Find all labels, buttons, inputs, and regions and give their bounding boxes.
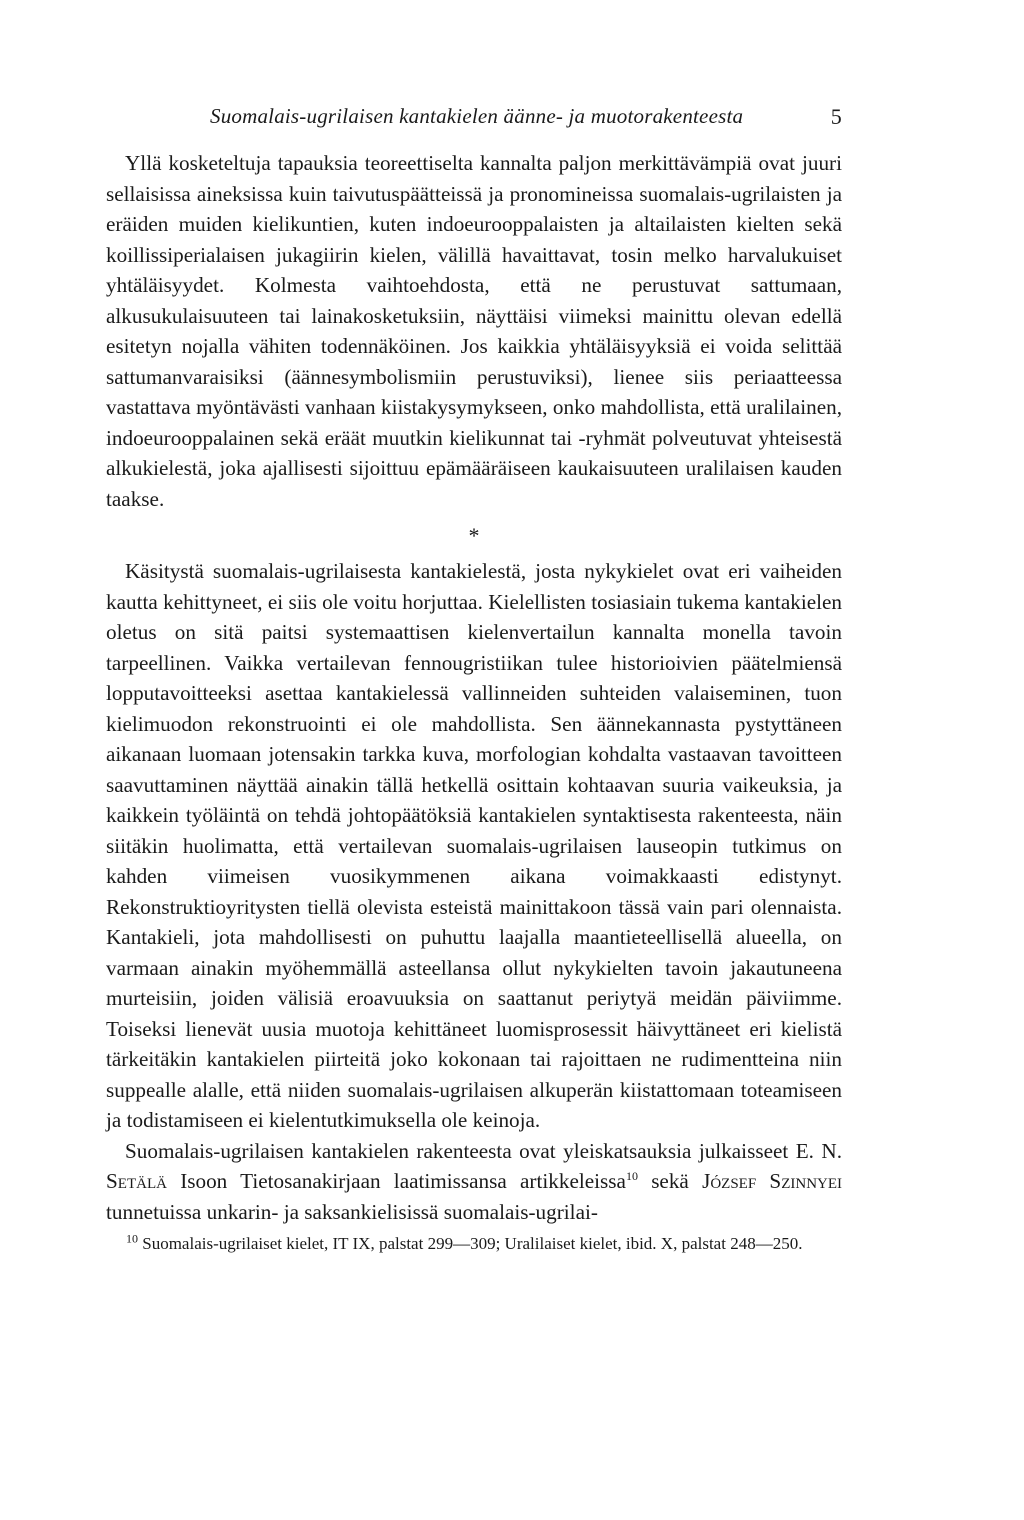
body-paragraph-2: Käsitystä suomalais-ugrilaisesta kantakielestä, josta nykykielet ovat eri vaiheiden kautta kehittyneet, ei siis ole voitu horjuttaa. Kielellisten tosiasiain tukema kantakielen oletus on sitä paitsi systemaattisen kielenvertailun kannalta monella tavoin tarpeellinen. Vaikka vertailevan fennougristiikan tulee historioivien päätelmiensä lopputavoitteeksi asettaa kantakielessä vallinneiden suhteiden valaiseminen, tuon kielimuodon rekonstruointi ei ole mahdollista. Sen äännekannasta pystyttäneen aikanaan luomaan jotensakin tarkka kuva, morfologian kohdalta vastaavan tavoitteen saavuttaminen näyttää ainakin tällä hetkellä osittain kohtaavan suuria vaikeuksia, ja kaikkein työläintä on tehdä johtopäätöksiä kantakielen syntaktisesta rakenteesta, näin siitäkin huolimatta, että vertailevan suomalais-ugrilaisen lauseopin tutkimus on kahden viimeisen vuosikymmenen aikana voimakkaasti edistynyt. Rekonstruktioyritysten tiellä olevista esteistä mainittakoon tässä vain pari olennaista. Kantakieli, jota mahdollisesti on puhuttu laajalla maantieteellisellä alueella, on varmaan ainakin myöhemmällä asteellansa ollut nykykielten tavoin jakautuneena murteisiin, joiden välisiä eroavuuksia on saattanut periytyä meidän päiviimme. Toiseksi lienevät uusia muotoja kehittäneet luomisprosessit häivyttäneet eri kielistä tärkeitäkin kantakielen piirteitä joko kokonaan tai rajoittaen ne rudimentteina niin suppealle alalle, että niiden suomalais-ugrilaisen alkuperän kiistattomaan toteamiseen ja todistamiseen ei kielentutkimuksella ole keinoja. <box>106 559 842 1132</box>
running-head <box>106 100 842 140</box>
author-name: Setälä <box>106 1169 167 1193</box>
footnote-number: 10 <box>126 1231 138 1246</box>
paragraph-text: tunnetuissa unkarin- ja saksankielisissä suomalais-ugrilai- <box>106 1199 598 1224</box>
spacer <box>106 140 842 148</box>
paragraph-text: Isoon Tietosanakirjaan laatimissansa artikkeleissa <box>180 1169 626 1193</box>
author-name: József Szinnyei <box>702 1169 843 1193</box>
section-separator: * <box>468 523 480 548</box>
footnote-reference: 10 <box>625 1168 638 1183</box>
footnote-text: Suomalais-ugrilaiset kielet, IT IX, palstat 299—309; Uralilaiset kielet, ibid. X, palstat 248—250. <box>142 1234 803 1253</box>
body-paragraph-1: Yllä kosketeltuja tapauksia teoreettiselta kannalta paljon merkittävämpiä ovat juuri sellaisissa aineksissa kuin taivutuspäätteissä ja pronomineissa suomalais-ugrilaisten ja eräiden muiden kielikuntien, kuten indoeurooppalaisten ja altailaisten kielten sekä koillissiperialaisen jukagiirin kielen, välillä havaittavat, tosin melko harvalukuiset yhtäläisyydet. Kolmesta vaihtoehdosta, että ne perustuvat sattumaan, alkusukulaisuuteen tai lainakosketuksiin, näyttäisi viimeksi mainittu olevan edellä esitetyn nojalla vähiten todennäköinen. Jos kaikkia yhtäläisyyksiä ei voida selittää sattumanvaraisiksi (äännesymbolismiin perustuviksi), lienee siis periaatteessa vastattava myöntävästi vanhaan kiistakysymykseen, onko mahdollista, että uralilainen, indoeurooppalainen sekä eräät muutkin kielikunnat tai -ryhmät polveutuvat yhteisestä alkukielestä, joka ajallisesti sijoittuu epämääräiseen kaukaisuuteen uralilaisen kauden taakse. <box>106 151 842 511</box>
paragraph-text: Suomalais-ugrilaisen kantakielen rakenteesta ovat yleiskatsauksia julkaisseet E. N. <box>125 1138 842 1163</box>
book-page <box>106 100 842 1255</box>
page-number: 5 <box>830 104 842 129</box>
body-paragraph-3 <box>106 1136 842 1228</box>
running-title: Suomalais-ugrilaisen kantakielen äänne- ja muotorakenteesta <box>210 104 744 128</box>
paragraph-text: sekä <box>651 1169 689 1193</box>
footnote <box>106 1233 842 1255</box>
